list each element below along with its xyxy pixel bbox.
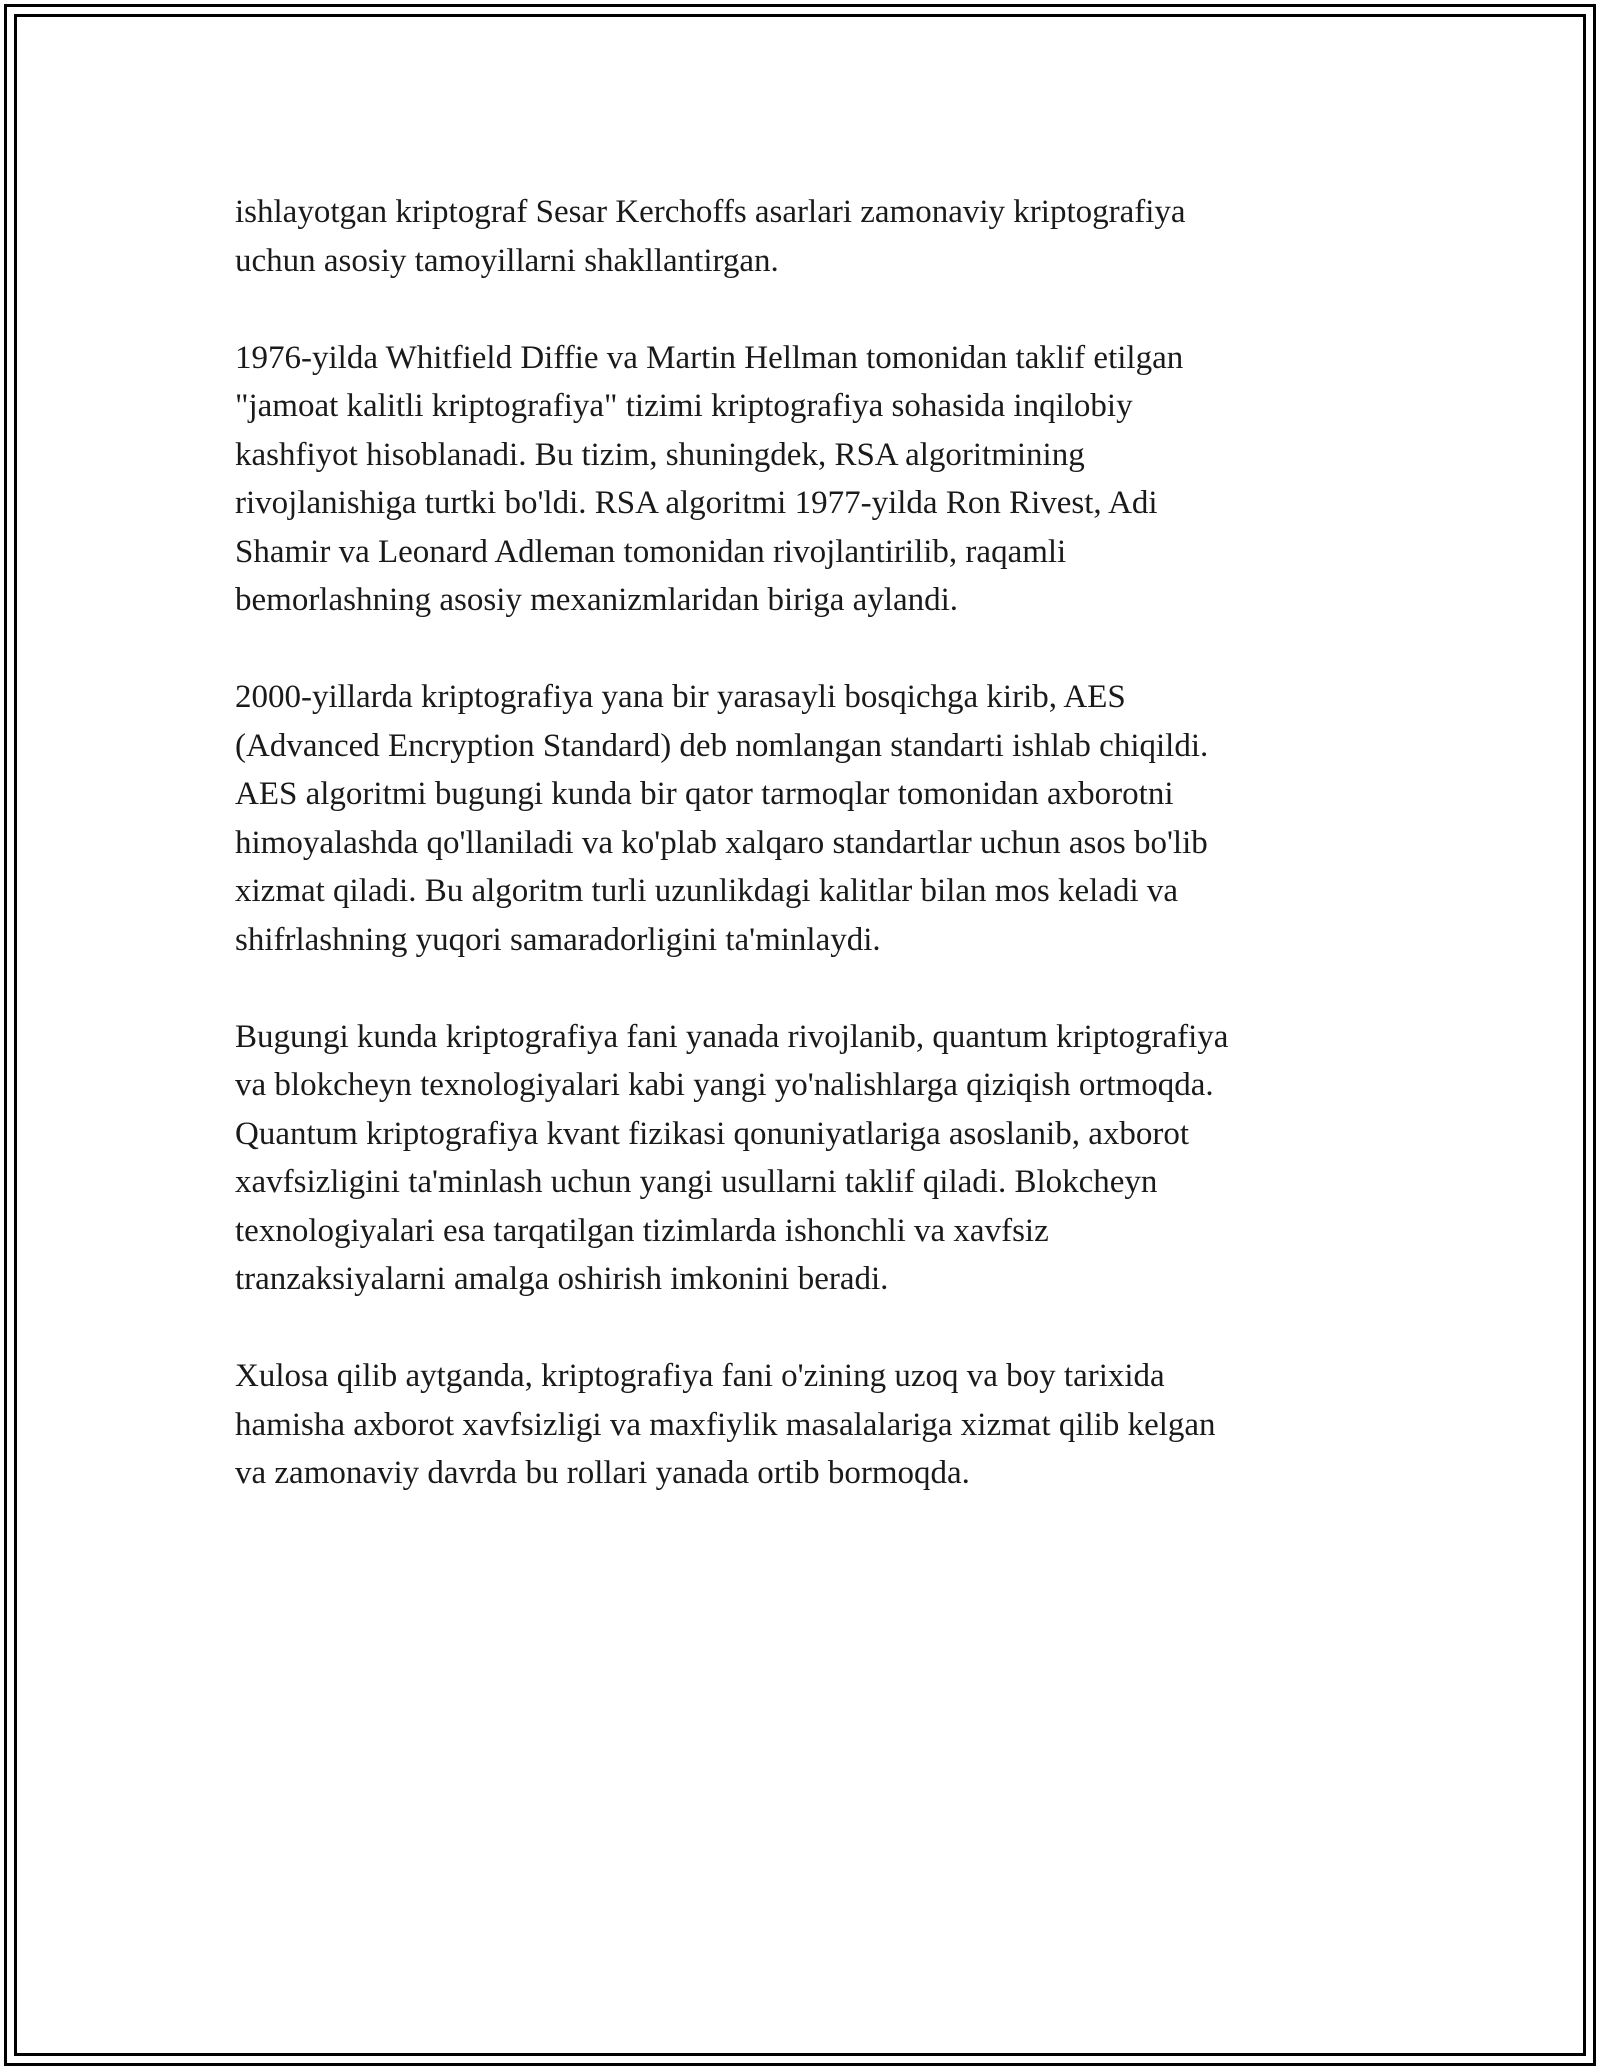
text-line: ishlayotgan kriptograf Sesar Kerchoffs asarlari zamonaviy kriptografiya [235,194,1186,230]
paragraph-3 [235,673,1365,964]
text-line: Xulosa qilib aytganda, kriptografiya fani o'zining uzoq va boy tarixida [235,1358,1165,1394]
text-line: Bugungi kunda kriptografiya fani yanada rivojlanib, quantum kriptografiya [235,1018,1229,1055]
text-line: xavfsizligini ta'minlash uchun yangi usullarni taklif qiladi. Blokcheyn [235,1164,1158,1200]
text-line: Quantum kriptografiya kvant fizikasi qonuniyatlariga asoslanib, axborot [235,1115,1190,1152]
text-line: xizmat qiladi. Bu algoritm turli uzunlikdagi kalitlar bilan mos keladi va [235,873,1179,909]
text-line: shifrlashning yuqori samaradorligini ta'minlaydi. [235,921,881,958]
paragraph-2 [235,334,1365,625]
text-line: texnologiyalari esa tarqatilgan tizimlarda ishonchli va xavfsiz [235,1212,1049,1249]
text-line: uchun asosiy tamoyillarni shakllantirgan. [235,242,779,279]
text-line: (Advanced Encryption Standard) deb nomlangan standarti ishlab chiqildi. [235,727,1209,764]
text-line: himoyalashda qo'llaniladi va ko'plab xalqaro standartlar uchun asos bo'lib [235,824,1208,861]
paragraph-5 [235,1352,1365,1498]
text-line: "jamoat kalitli kriptografiya" tizimi kriptografiya sohasida inqilobiy [235,388,1133,424]
text-line: tranzaksiyalarni amalga oshirish imkonini beradi. [235,1261,889,1297]
paragraph-1 [235,188,1365,285]
text-line: 1976-yilda Whitfield Diffie va Martin Hellman tomonidan taklif etilgan [235,339,1184,376]
text-line: bemorlashning asosiy mexanizmlaridan biriga aylandi. [235,582,959,618]
text-line: hamisha axborot xavfsizligi va maxfiylik masalalariga xizmat qilib kelgan [235,1406,1216,1443]
text-line: AES algoritmi bugungi kunda bir qator tarmoqlar tomonidan axborotni [235,776,1174,812]
text-line: Shamir va Leonard Adleman tomonidan rivojlantirilib, raqamli [235,533,1067,570]
text-line: va blokcheyn texnologiyalari kabi yangi yo'nalishlarga qiziqish ortmoqda. [235,1067,1214,1103]
text-line: va zamonaviy davrda bu rollari yanada ortib bormoqda. [235,1455,970,1491]
text-line: kashfiyot hisoblanadi. Bu tizim, shuningdek, RSA algoritmining [235,436,1085,473]
document-body [235,188,1365,1546]
paragraph-4 [235,1013,1365,1304]
text-line: rivojlanishiga turtki bo'ldi. RSA algoritmi 1977-yilda Ron Rivest, Adi [235,485,1158,521]
text-line: 2000-yillarda kriptografiya yana bir yarasayli bosqichga kirib, AES [235,679,1126,715]
